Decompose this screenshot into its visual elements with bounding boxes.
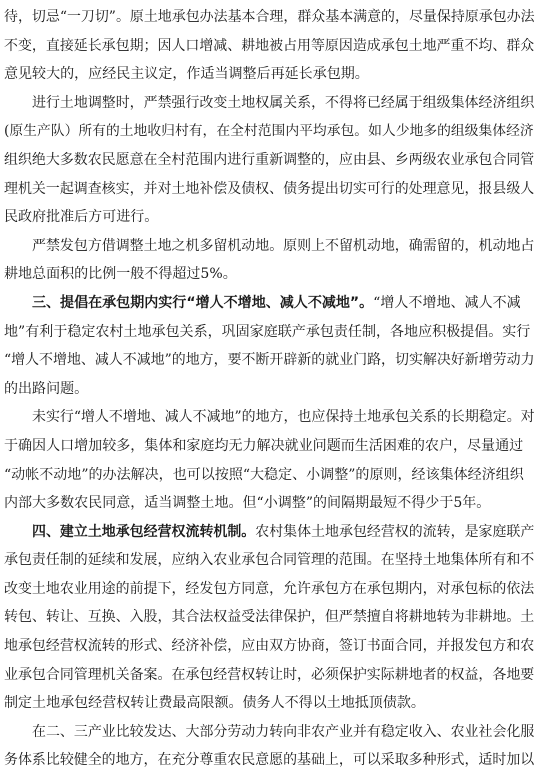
- text-line: 业承包合同管理机关备案。在承包经营权转让时，必须保护实际耕地者的权益，各地要: [4, 666, 535, 683]
- paragraph-reserve-land: [0, 232, 540, 289]
- text-line: 转包、转让、互换、入股，其合法权益受法律保护，但严禁擅自将耕地转为非耕地。土: [4, 609, 535, 626]
- text-line: [0, 518, 540, 547]
- text-line: 理机关一起调查核实，并对土地补偿及债权、债务提出切实可行的处理意见，报县级人: [4, 180, 535, 197]
- text-run: “增人不增地、减人不减: [373, 294, 521, 311]
- text-line: 组织绝大多数农民愿意在全村范围内进行重新调整的，应由县、乡两级农业承包合同管: [4, 151, 535, 168]
- section-heading: 四、建立土地承包经营权流转机制。: [32, 523, 256, 540]
- text-line: 制定土地承包经营权转让费最高限额。债务人不得以土地抵顶债款。: [4, 695, 425, 712]
- text-line: (原生产队）所有的土地收归村有，在全村范围内平均承包。如人少地多的组级集体经济: [4, 123, 534, 140]
- text-line: 改变土地农业用途的前提下，经发包方同意，允许承包方在承包期内，对承包标的依法: [4, 580, 535, 597]
- paragraph-small-adjustment: [0, 403, 540, 517]
- text-line: 不变，直接延长承包期；因人口增减、耕地被占用等原因造成承包土地严重不均、群众: [4, 37, 535, 54]
- text-line: 未实行“增人不增地、减人不减地”的地方，也应保持土地承包关系的长期稳定。对: [32, 409, 535, 426]
- paragraph-secondary-tertiary: [0, 718, 540, 775]
- paragraph-continuation: [0, 3, 540, 89]
- section-four: [0, 518, 540, 718]
- section-heading: 三、提倡在承包期内实行“增人不增地、减人不减地”。: [32, 294, 374, 311]
- paragraph-land-adjustment: [0, 89, 540, 232]
- text-line: 严禁发包方借调整土地之机多留机动地。原则上不留机动地，确需留的，机动地占: [32, 237, 535, 254]
- text-line: 进行土地调整时，严禁强行改变土地权属关系，不得将已经属于组级集体经济组织: [32, 94, 535, 111]
- text-line: 承包责任制的延续和发展，应纳入农业承包合同管理的范围。在坚持土地集体所有和不: [4, 552, 535, 569]
- section-three: [0, 289, 540, 403]
- text-line: 待，切忌“一刀切”。原土地承包办法基本合理，群众基本满意的，尽量保持原承包办法: [4, 9, 535, 25]
- text-line: 在二、三产业比较发达、大部分劳动力转向非农产业并有稳定收入、农业社会化服: [32, 723, 535, 740]
- text-line: “动帐不动地”的办法解决，也可以按照“大稳定、小调整”的原则，经该集体经济组织: [4, 466, 524, 483]
- text-line: 耕地总面积的比例一般不得超过5%。: [4, 266, 237, 283]
- text-line: [0, 289, 540, 318]
- text-line: 于确因人口增加较多，集体和家庭均无力解决就业问题而生活困难的农户，尽量通过: [4, 437, 524, 454]
- text-line: 务体系比较健全的地方，在充分尊重农民意愿的基础上，可以采取多种形式，适时加以: [4, 752, 535, 769]
- text-line: 内部大多数农民同意，适当调整土地。但“小调整”的间隔期最短不得少于5年。: [4, 495, 491, 512]
- text-line: 的出路问题。: [4, 380, 89, 397]
- text-line: 地承包经营权流转的形式、经济补偿，应由双方协商，签订书面合同，并报发包方和农: [4, 638, 535, 655]
- text-line: “增人不增地、减人不减地”的地方，要不断开辟新的就业门路，切实解决好新增劳动力: [4, 352, 535, 369]
- text-line: 意见较大的，应经民主议定，作适当调整后再延长承包期。: [4, 66, 369, 83]
- text-line: 民政府批准后方可进行。: [4, 209, 159, 226]
- text-line: 地”有利于稳定农村土地承包关系，巩固家庭联产承包责任制，各地应积极提倡。实行: [4, 323, 531, 340]
- text-run: 农村集体土地承包经营权的流转，是家庭联产: [255, 523, 535, 540]
